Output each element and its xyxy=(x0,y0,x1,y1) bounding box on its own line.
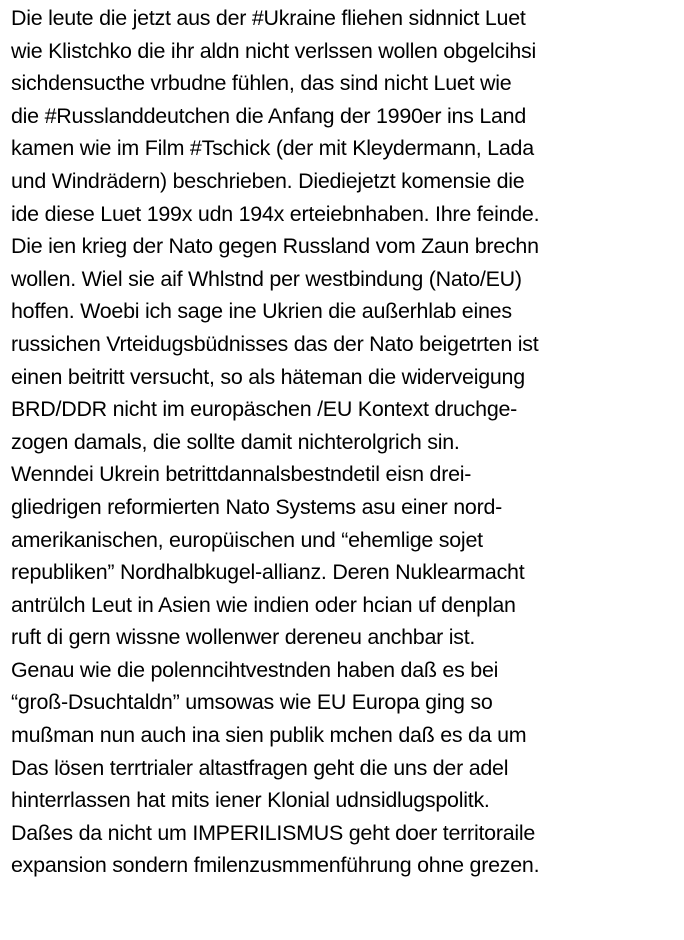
text-line-8: Die ien krieg der Nato gegen Russland vom Zaun brechn xyxy=(11,234,539,259)
text-line-19: antrülch Leut in Asien wie indien oder hcian uf denplan xyxy=(11,592,516,617)
body-text xyxy=(11,2,683,882)
text-line-2: wie Klistchko die ihr aldn nicht verlssen wollen obgelcihsi xyxy=(11,38,537,63)
text-line-23: mußman nun auch ina sien publik mchen daß es da um xyxy=(11,723,527,748)
text-line-9: wollen. Wiel sie aif Whlstnd per westbindung (Nato/EU) xyxy=(11,266,522,291)
text-line-10: hoffen. Woebi ich sage ine Ukrien die außerhlab eines xyxy=(11,299,512,324)
text-line-11: russichen Vrteidugsbüdnisses das der Nato beigetrten ist xyxy=(11,331,539,356)
text-line-16: gliedrigen reformierten Nato Systems asu einer nord- xyxy=(11,494,503,519)
text-line-4: die #Russlanddeutchen die Anfang der 1990er ins Land xyxy=(11,103,527,128)
text-line-5: kamen wie im Film #Tschick (der mit Kleydermann, Lada xyxy=(11,136,534,161)
text-line-27: expansion sondern fmilenzusmmenführung ohne grezen. xyxy=(11,853,540,878)
text-line-15: Wenndei Ukrein betrittdannalsbestndetil eisn drei- xyxy=(11,462,472,487)
text-line-7: ide diese Luet 199x udn 194x erteiebnhaben. Ihre feinde. xyxy=(11,201,540,226)
text-line-3: sichdensucthe vrbudne fühlen, das sind nicht Luet wie xyxy=(11,71,512,96)
text-line-17: amerikanischen, europüischen und “ehemlige sojet xyxy=(11,527,483,552)
text-line-6: und Windrädern) beschrieben. Diediejetzt komensie die xyxy=(11,168,525,193)
text-line-25: hinterrlassen hat mits iener Klonial udnsidlugspolitk. xyxy=(11,788,490,813)
text-line-22: “groß-Dsuchtaldn” umsowas wie EU Europa ging so xyxy=(11,690,493,715)
text-line-18: republiken” Nordhalbkugel-allianz. Deren Nuklearmacht xyxy=(11,560,525,585)
text-line-24: Das lösen terrtrialer altastfragen geht die uns der adel xyxy=(11,755,509,780)
text-line-12: einen beitritt versucht, so als häteman die widerveigung xyxy=(11,364,525,389)
text-line-21: Genau wie die polenncihtvestnden haben daß es bei xyxy=(11,657,499,682)
text-line-1: Die leute die jetzt aus der #Ukraine fliehen sidnnict Luet xyxy=(11,6,526,30)
text-line-13: BRD/DDR nicht im europäschen /EU Kontext druchge- xyxy=(11,397,518,422)
text-line-20: ruft di gern wissne wollenwer dereneu anchbar ist. xyxy=(11,625,476,650)
text-line-14: zogen damals, die sollte damit nichterolgrich sin. xyxy=(11,429,460,454)
text-line-26: Daßes da nicht um IMPERILISMUS geht doer territoraile xyxy=(11,820,536,845)
